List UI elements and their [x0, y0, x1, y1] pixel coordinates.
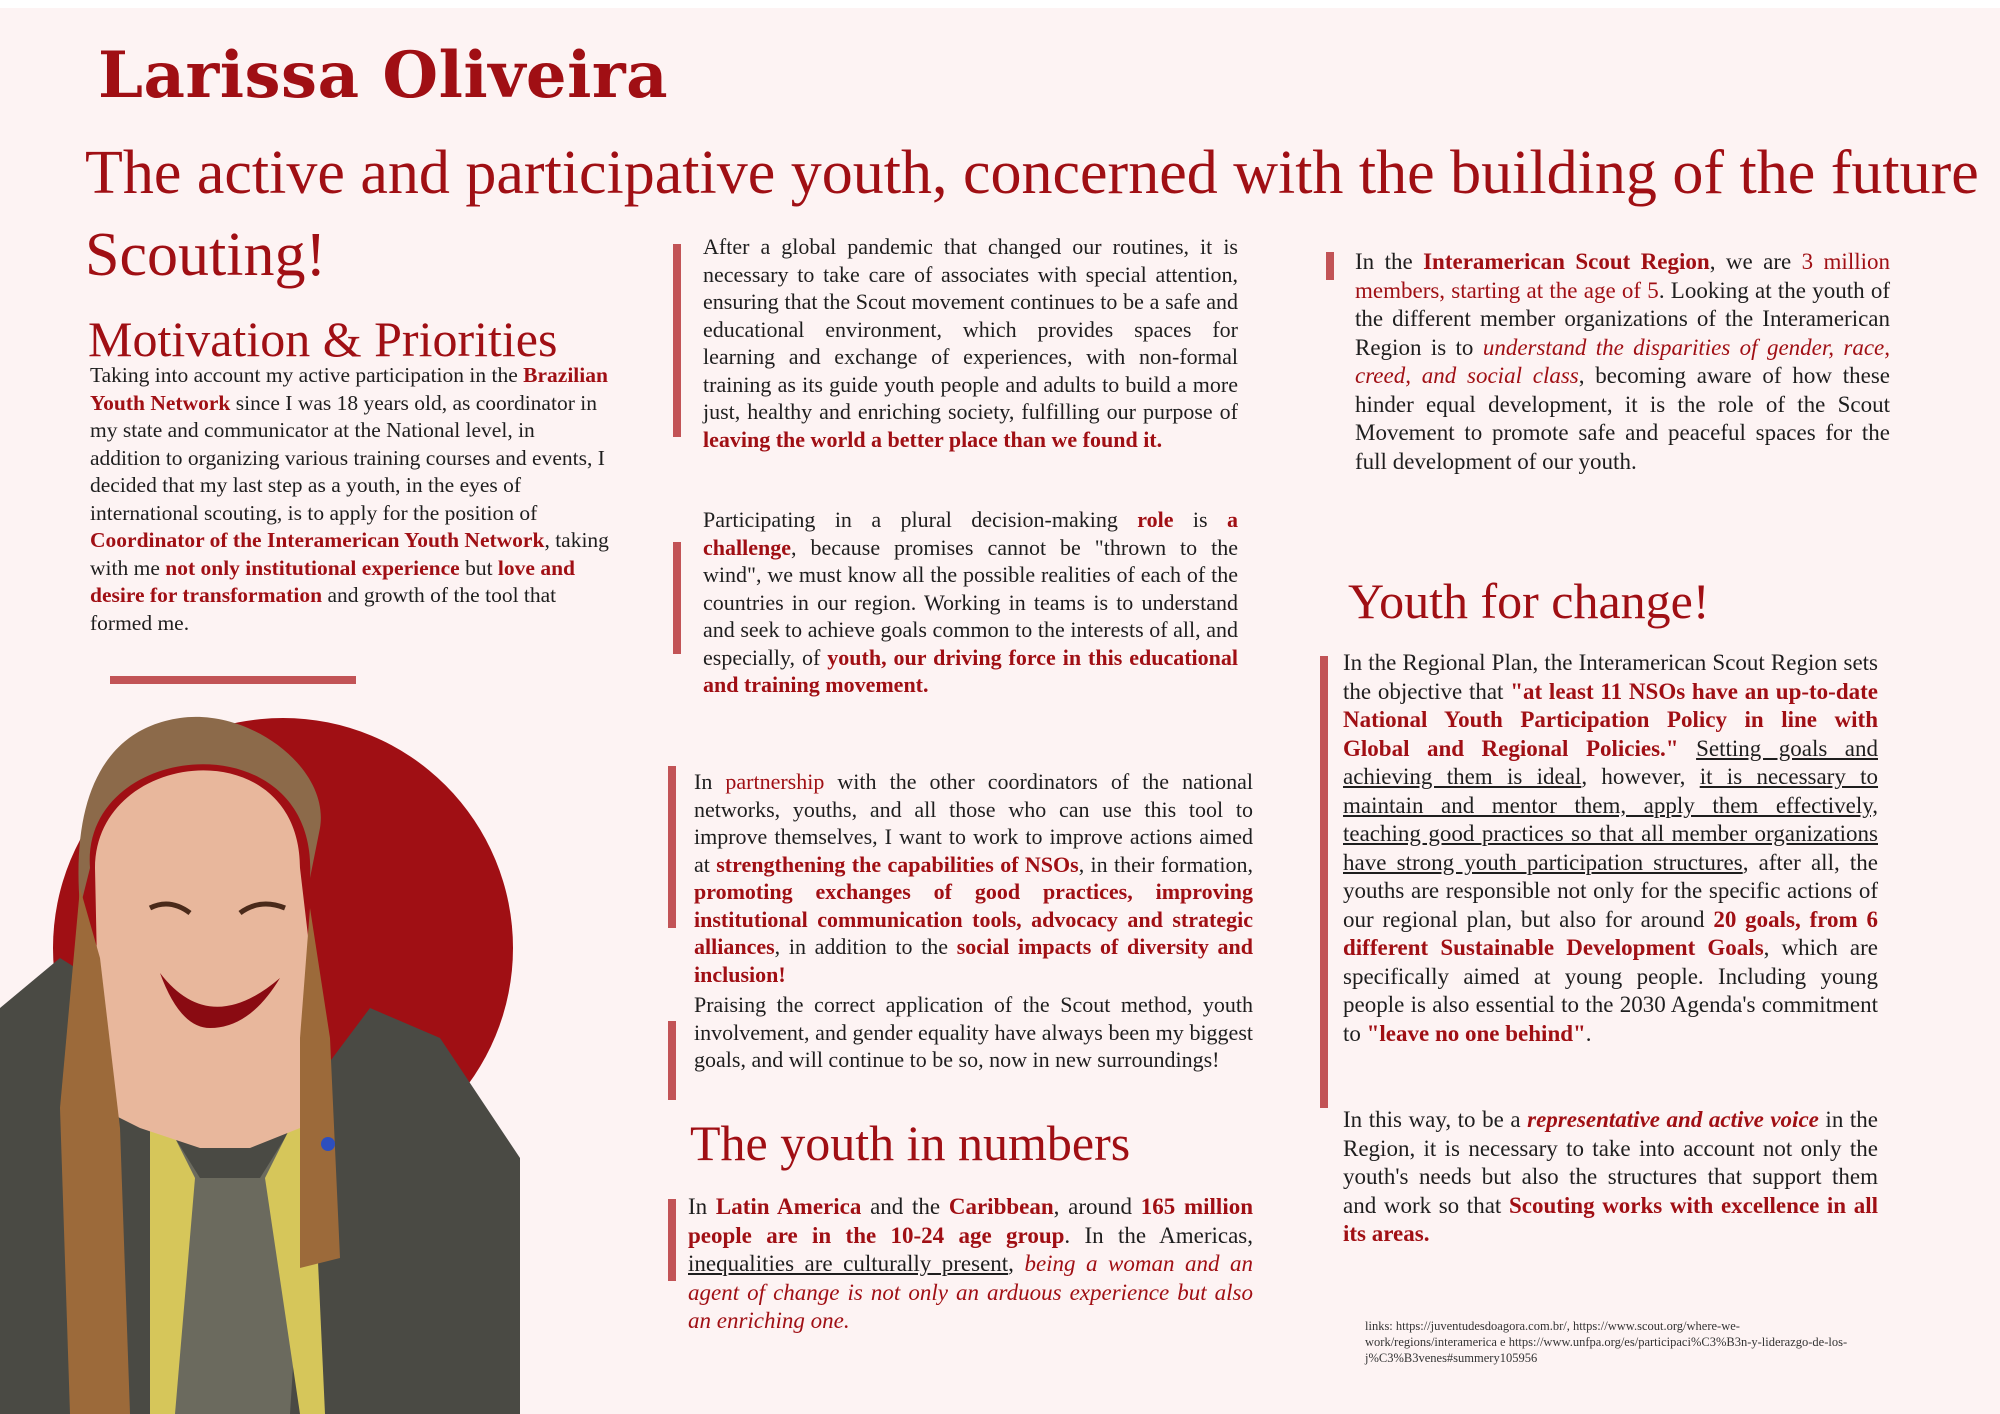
text-run: , [1008, 1251, 1025, 1276]
accent-bar [1326, 252, 1334, 280]
text-run: , taking with me [90, 528, 609, 580]
text-run: In this way, to be a [1343, 1107, 1528, 1132]
text-run: , in addition to the [774, 934, 957, 959]
accent-bar [668, 1021, 676, 1100]
motivation-text [90, 362, 610, 637]
text-run: and the [861, 1194, 949, 1219]
highlight-run: social impacts of diversity and inclusion! [694, 934, 1253, 987]
highlight-run: Brazilian Youth Network [90, 363, 608, 415]
decision-paragraph [703, 506, 1238, 699]
highlight-run: Latin America [715, 1194, 862, 1219]
highlight-run: a challenge [703, 507, 1238, 560]
accent-bar [1320, 656, 1328, 1108]
text-run: In the Regional Plan, the Interamerican Scout Region sets the objective that [1343, 650, 1878, 704]
divider-bar [110, 676, 356, 684]
text-run: . Looking at the youth of the different member organizations of the Interamerican Region is to [1355, 277, 1890, 360]
text-run: with the other coordinators of the national networks, youths, and all those who can use this tool to improve themselves, I want to work to improve actions aimed at [694, 769, 1253, 877]
region-paragraph [1355, 248, 1890, 476]
accent-bar [668, 766, 676, 928]
badge-pin [321, 1137, 335, 1151]
highlight-run: "leave no one behind" [1366, 1020, 1586, 1046]
text-run: and growth of the tool that formed me. [90, 583, 557, 635]
text-run: , becoming aware of how these hinder equal development, it is the role of the Scout Movement to promote safe and peaceful spaces for the full development of our youth. [1355, 363, 1890, 474]
text-run: is [1173, 507, 1227, 532]
highlight-run: Scouting works with excellence in all its areas. [1343, 1192, 1878, 1246]
text-run: . In the Americas, [1064, 1222, 1253, 1248]
text-run: , which are specifically aimed at young people. Including young people is also essential to the 2030 Agenda's commitment to [1343, 935, 1878, 1046]
accent-bar [673, 542, 681, 654]
underline-run: inequalities are culturally present [688, 1251, 1009, 1276]
voice-paragraph [1343, 1106, 1878, 1249]
text-run: In [688, 1194, 716, 1219]
highlight-run: Coordinator of the Interamerican Youth Network [90, 528, 545, 552]
highlight-run: promoting exchanges of good practices, improving institutional communication tools, advocacy and strategic alliances [694, 879, 1253, 959]
highlight-run: 20 goals, from 6 different Sustainable Development Goals [1343, 906, 1879, 960]
headline: The active and participative youth, concerned with the building of the future Scouting! [85, 139, 1979, 289]
face-shape [95, 770, 320, 1148]
portrait-illustration [0, 708, 520, 1414]
accent-bar [673, 244, 681, 437]
text-run: Taking into account my active participation in the [90, 363, 524, 387]
highlight-run: strengthening the capabilities of NSOs [716, 851, 1079, 877]
text-run: After a global pandemic that changed our routines, it is necessary to take care of associates with special attention, ensuring that the Scout movement continues to be a safe and educational environment, which provides spaces for learning and exchange of experiences, with non-formal training as its guide youth people and adults to build a more just, healthy and enriching society, fulfilling our purpose of [703, 234, 1238, 424]
highlight-run: partnership [725, 769, 825, 794]
portrait-photo [0, 708, 520, 1414]
underline-run: Setting goals and achieving them is ideal [1343, 735, 1879, 789]
scout-method-paragraph: Praising the correct application of the Scout method, youth involvement, and gender equality have always been my biggest goals, and will continue to be so, now in new surroundings! [694, 992, 1253, 1072]
highlight-run: leaving the world a better place than we found it. [703, 426, 1163, 452]
poster-page [0, 8, 2000, 1414]
change-heading: Youth for change! [1348, 573, 1710, 629]
highlight-run: 165 million people are in the 10-24 age group [688, 1194, 1253, 1248]
text-run: Participating in a plural decision-making [703, 507, 1138, 532]
highlight-run: "at least 11 NSOs have an up-to-date National Youth Participation Policy in line with Global and Regional Policies." [1343, 678, 1878, 761]
italic-run: understand the disparities of gender, race, creed, and social class [1355, 334, 1891, 388]
highlight-run: not only institutional experience [165, 555, 460, 580]
text-run: In [694, 769, 726, 794]
highlight-run: representative and active voice [1527, 1107, 1819, 1132]
text-run: In the [1355, 249, 1424, 274]
numbers-paragraph [688, 1193, 1253, 1336]
highlight-run: Interamerican Scout Region [1423, 249, 1710, 274]
highlight-run: 3 million members, starting at the age of 5 [1355, 249, 1890, 303]
text-run: , because promises cannot be "thrown to the wind", we must know all the possible realities of each of the countries in our region. Working in teams is to understand and seek to achieve goals common to the interests of all, and especially, of [703, 534, 1238, 670]
text-run: in the Region, it is necessary to take into account not only the youth's needs but also the structures that support them and work so that [1343, 1107, 1878, 1218]
text-run: but [459, 555, 498, 580]
highlight-run: youth, our driving force in this educational and training movement. [703, 644, 1238, 697]
highlight-run: love and desire for transformation [90, 555, 575, 607]
underline-run: it is necessary to maintain and mentor them, apply them effectively, teaching good practices so that all member organizations have strong youth participation structures [1343, 764, 1879, 875]
italic-run: being a woman and an agent of change is not only an arduous experience but also an enriching one. [688, 1251, 1253, 1333]
text-run: , around [1053, 1194, 1141, 1219]
text-run: , however, [1581, 764, 1700, 789]
text-run: , in their formation, [1078, 851, 1253, 877]
highlight-run: role [1137, 507, 1174, 532]
regional-plan-paragraph [1343, 649, 1878, 1048]
numbers-heading: The youth in numbers [690, 1115, 1131, 1171]
text-run: , we are [1709, 249, 1802, 274]
accent-bar [668, 1199, 676, 1281]
partnership-paragraph [694, 768, 1253, 988]
source-links: links: https://juventudesdoagora.com.br/, https://www.scout.org/where-we-work/regions/interamerica e https://www.unfpa.org/es/participaci%C3%B3n-y-liderazgo-de-los-j%C3%B3venes#summery105956 [1365, 1319, 1848, 1365]
candidate-name: Larissa Oliveira [98, 38, 669, 113]
text-run: , after all, the youths are responsible not only for the specific actions of our regional plan, but also for around [1343, 849, 1878, 932]
highlight-run: Caribbean [948, 1194, 1054, 1219]
text-run: since I was 18 years old, as coordinator in my state and communicator at the National level, in addition to organizing various training courses and events, I decided that my last step as a youth, in the eyes of international scouting, is to apply for the position of [90, 390, 605, 525]
text-run: . [1585, 1020, 1592, 1046]
motivation-heading: Motivation & Priorities [88, 311, 558, 367]
pandemic-paragraph [703, 233, 1238, 453]
